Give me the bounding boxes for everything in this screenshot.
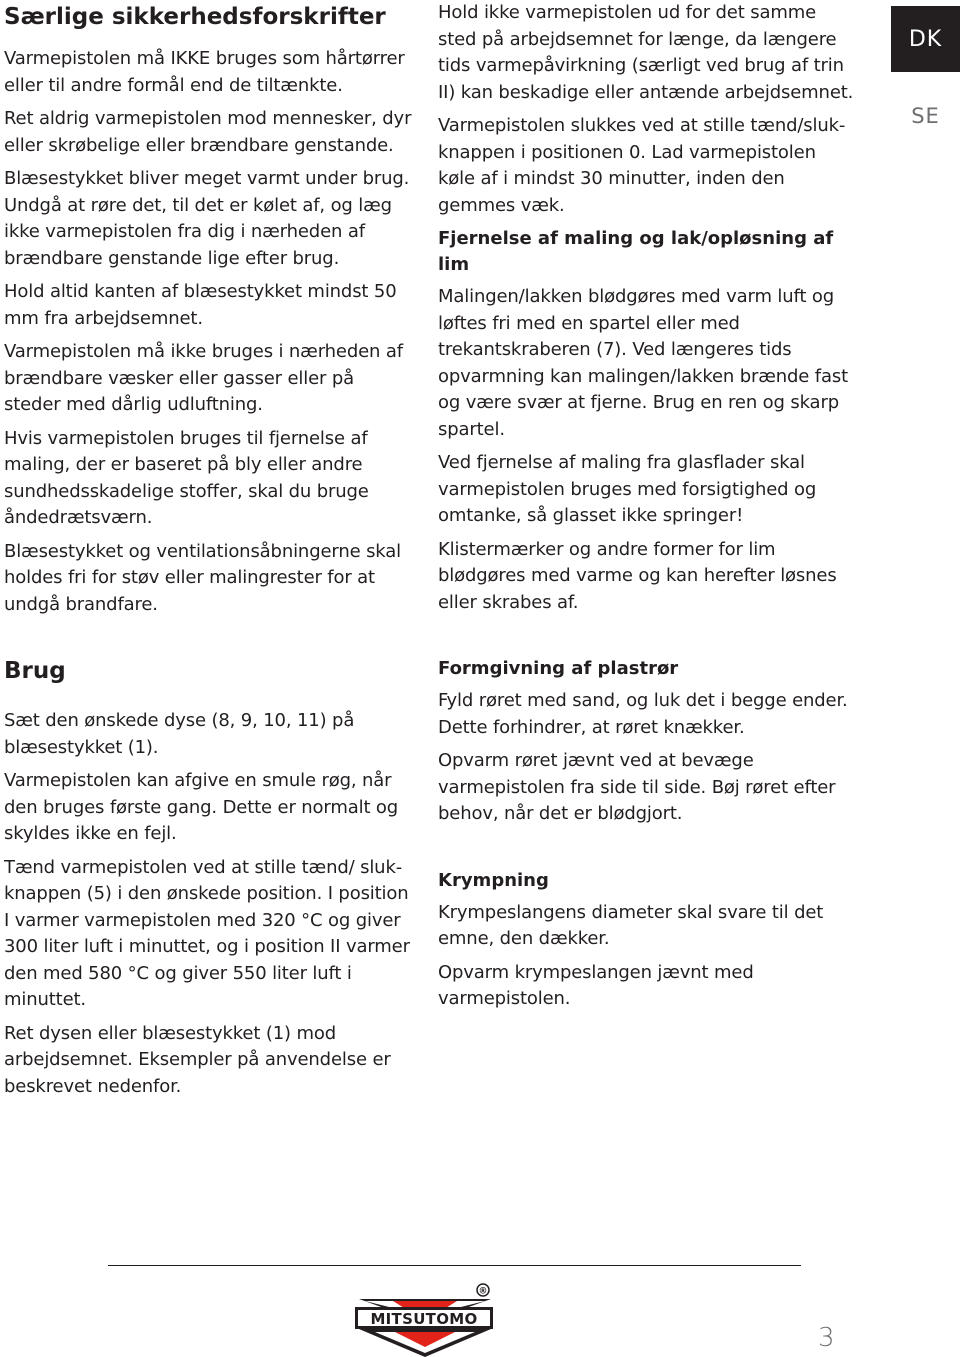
shrinking-heading: Krympning [438, 869, 549, 891]
language-tab-se[interactable]: SE [911, 104, 940, 128]
safety-paragraph: Varmepistolen må IKKE bruges som hårtørrer eller til andre formål end de tiltænkte. [4, 48, 405, 96]
safety-paragraph: Varmepistolen må ikke bruges i nærheden af brændbare væsker eller gasser eller på steder med dårlig udluftning. [4, 341, 403, 415]
usage-paragraph: Tænd varmepistolen ved at stille tænd/ sluk-knappen (5) i den ønskede position. I position I varmer varmepistolen med 320 °C og giver 300 liter luft i minuttet, og i position II varmer den med 580 °C og giver 550 liter luft i minuttet. [4, 856, 410, 1010]
usage-heading: Brug [4, 658, 66, 684]
intro-paragraph: Varmepistolen slukkes ved at stille tænd/sluk-knappen i positionen 0. Lad varmepistolen køle af i mindst 30 minutter, inden den gemmes væk. [438, 115, 846, 216]
safety-paragraph: Hold altid kanten af blæsestykket mindst 50 mm fra arbejdsemnet. [4, 281, 397, 329]
safety-paragraph: Hvis varmepistolen bruges til fjernelse af maling, der er baseret på bly eller andre sundhedsskadelige stoffer, skal du bruge åndedrætsværn. [4, 427, 369, 528]
paint-removal-heading: Fjernelse af maling og lak/opløsning af lim [438, 228, 834, 275]
pipe-forming-paragraph: Fyld røret med sand, og luk det i begge ender. Dette forhindrer, at røret knækker. [438, 690, 848, 738]
paint-removal-paragraph: Klistermærker og andre former for lim blødgøres med varme og kan herefter løsnes eller skrabes af. [438, 538, 837, 613]
usage-paragraph: Varmepistolen kan afgive en smule røg, når den bruges første gang. Dette er normalt og skyldes ikke en fejl. [4, 770, 399, 844]
left-column [4, 0, 416, 1107]
safety-paragraph: Blæsestykket og ventilationsåbningerne skal holdes fri for støv eller malingrester for at undgå brandfare. [4, 540, 401, 615]
pipe-forming-heading: Formgivning af plastrør [438, 658, 679, 679]
intro-paragraph: Hold ikke varmepistolen ud for det samme sted på arbejdsemnet for længe, da længere tids varmepåvirkning (særligt ved brug af trin II) kan beskadige eller antænde arbejdsemnet. [438, 2, 854, 103]
page-number: 3 [818, 1323, 835, 1353]
mitsutomo-logo [353, 1283, 495, 1357]
paint-removal-paragraph: Malingen/lakken blødgøres med varm luft og løftes fri med en spartel eller med trekantskraberen (7). Ved længeres tids opvarmning kan malingen/lakken brænde fast og være svær at fjerne. Brug en ren og skarp spartel. [438, 286, 848, 440]
right-column [438, 0, 858, 1020]
safety-paragraph: Blæsestykket bliver meget varmt under brug. Undgå at røre det, til det er kølet af, og læg ikke varmepistolen fra dig i nærheden af brændbare genstande lige efter brug. [4, 168, 410, 269]
usage-paragraph: Ret dysen eller blæsestykket (1) mod arbejdsemnet. Eksempler på anvendelse er beskrevet nedenfor. [4, 1022, 391, 1097]
usage-paragraph: Sæt den ønskede dyse (8, 9, 10, 11) på blæsestykket (1). [4, 710, 355, 758]
paint-removal-paragraph: Ved fjernelse af maling fra glasflader skal varmepistolen bruges med forsigtighed og omtanke, så glasset ikke springer! [438, 452, 817, 526]
shrinking-paragraph: Krympeslangens diameter skal svare til det emne, den dækker. [438, 901, 824, 949]
safety-paragraph: Ret aldrig varmepistolen mod mennesker, dyr eller skrøbelige eller brændbare genstande. [4, 108, 412, 156]
footer-divider [108, 1265, 801, 1266]
safety-heading: Særlige sikkerhedsforskrifter [4, 4, 386, 30]
svg-text:®: ® [478, 1286, 488, 1297]
pipe-forming-paragraph: Opvarm røret jævnt ved at bevæge varmepistolen fra side til side. Bøj røret efter behov, når det er blødgjort. [438, 750, 836, 824]
language-tab-dk[interactable]: DK [891, 6, 960, 72]
shrinking-paragraph: Opvarm krympeslangen jævnt med varmepistolen. [438, 961, 754, 1009]
svg-text:MITSUTOMO: MITSUTOMO [370, 1310, 478, 1328]
